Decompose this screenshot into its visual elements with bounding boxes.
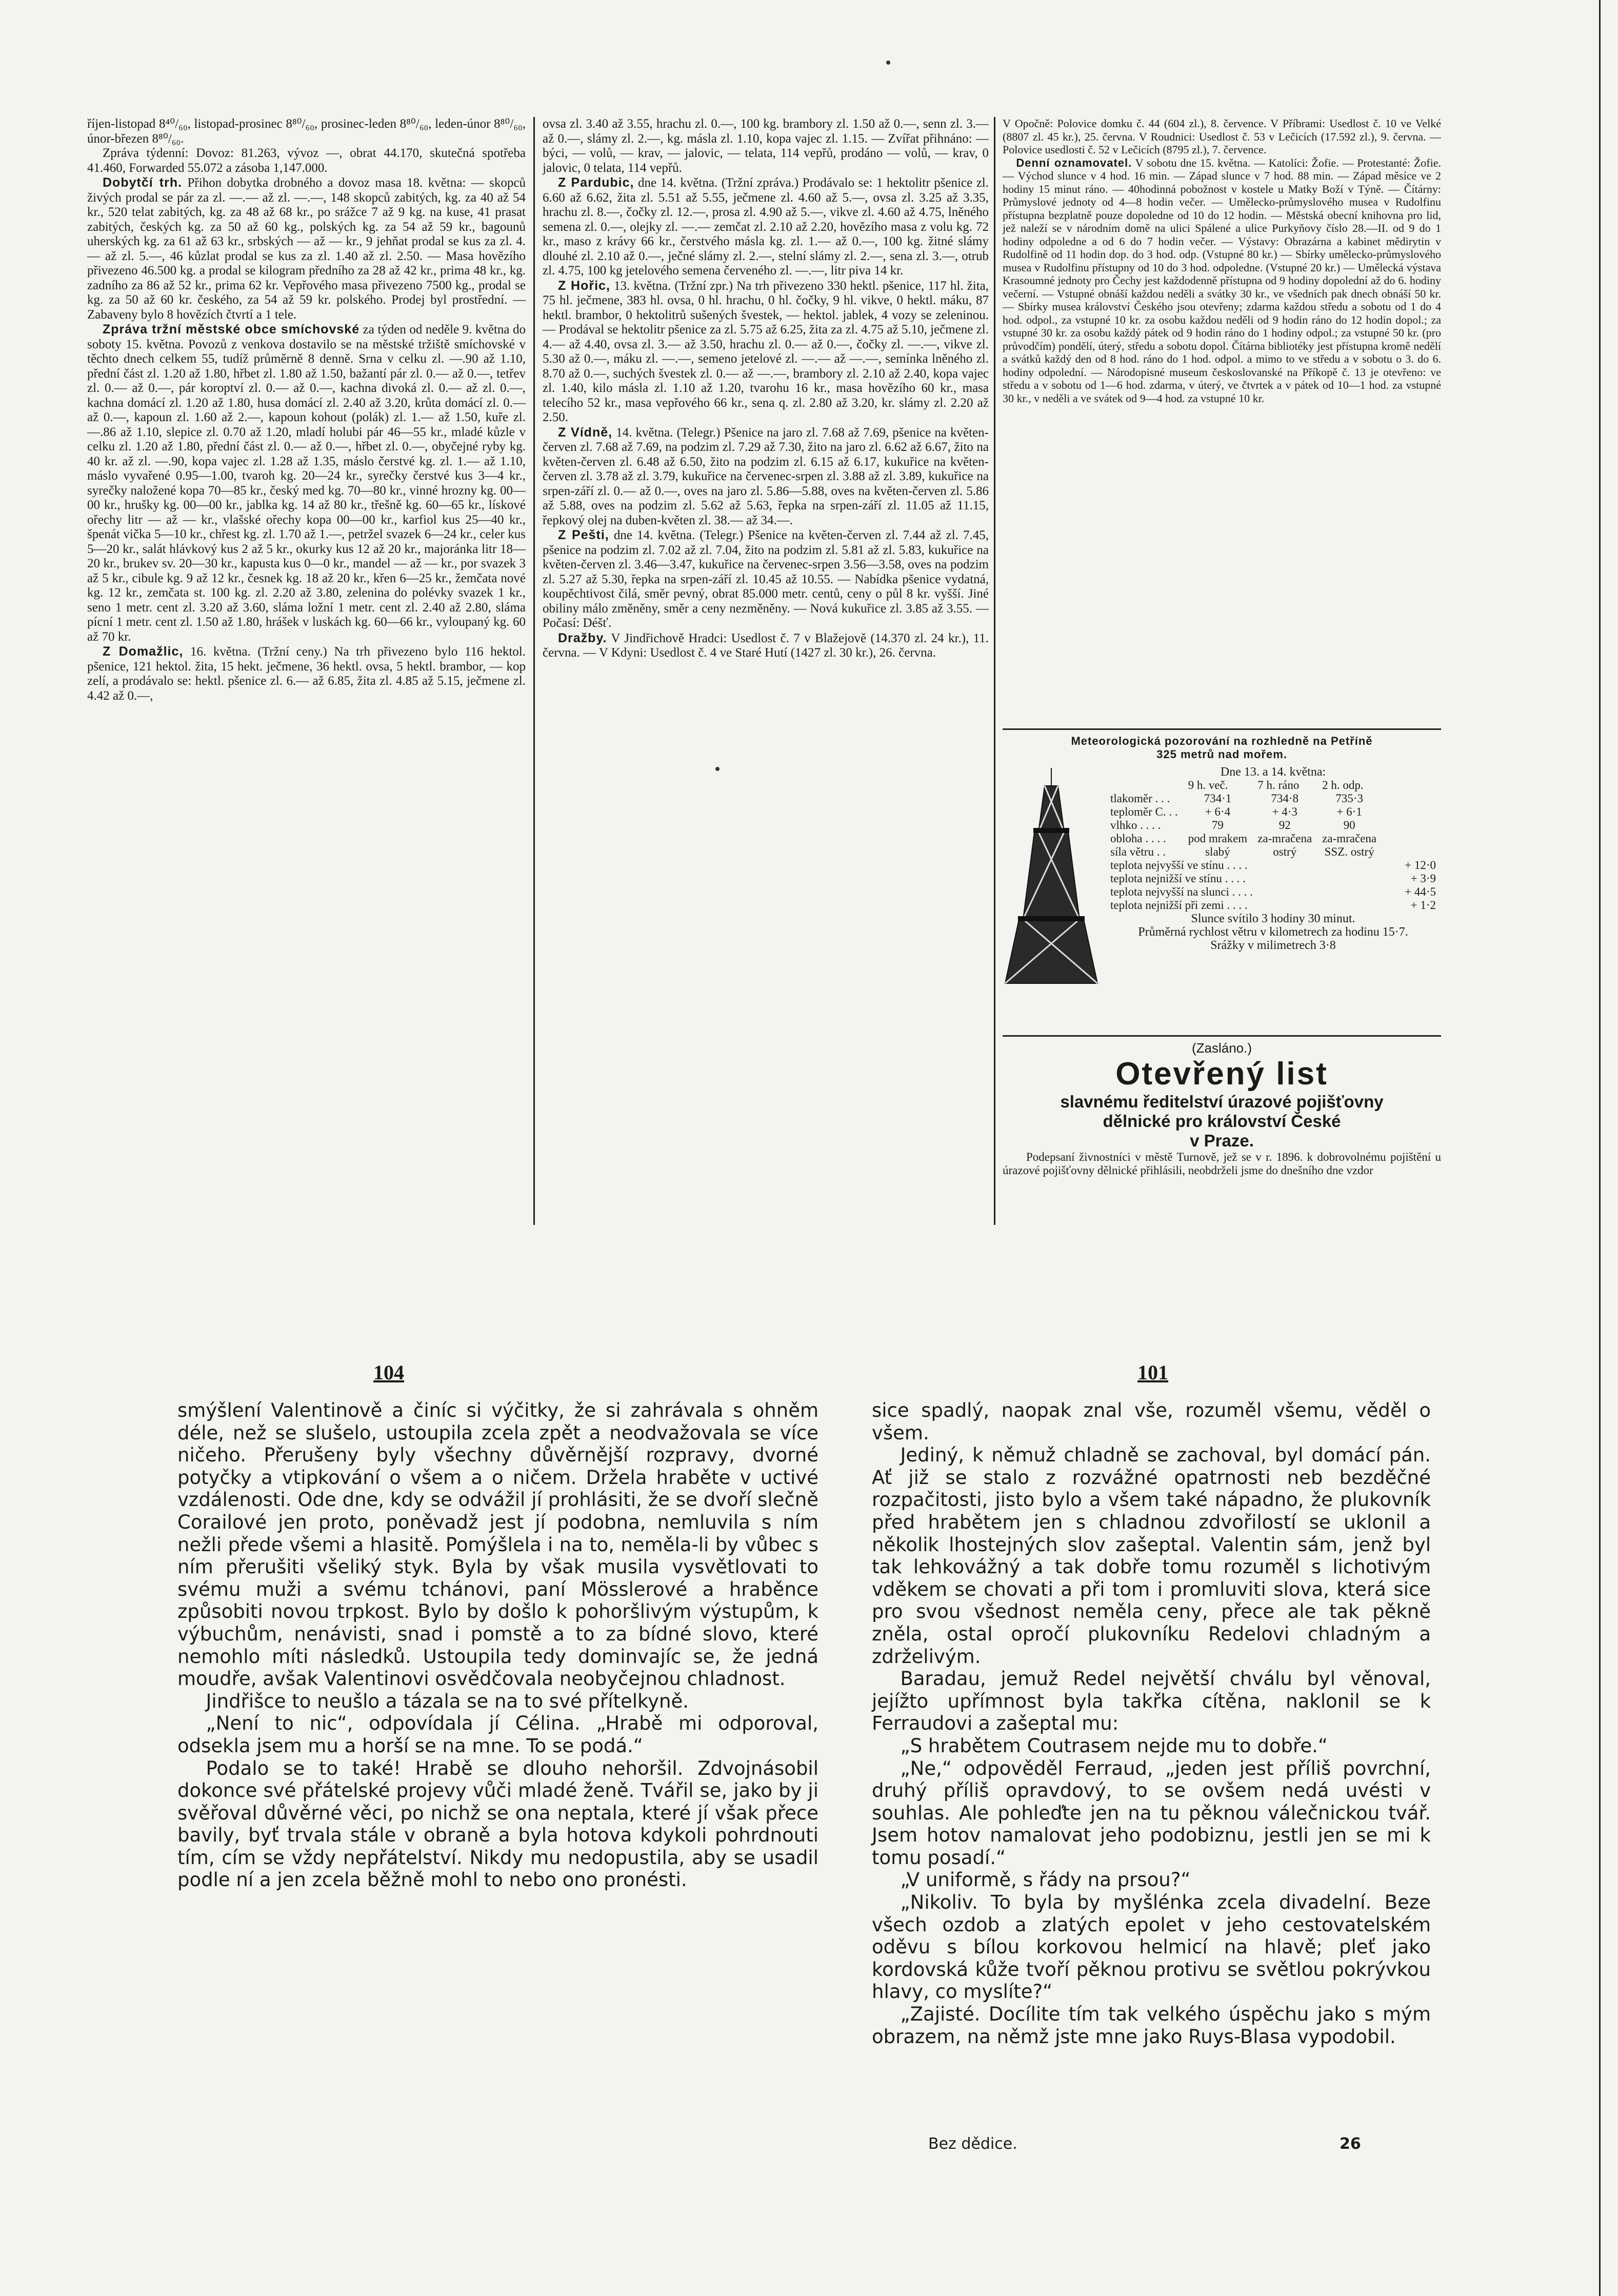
meteo-value: za-mračena <box>1257 832 1312 845</box>
upper-column-2 <box>543 117 989 661</box>
story-paragraph: „S hrabětem Coutrasem nejde mu to dobře.“ <box>900 1734 1328 1757</box>
column-paragraph <box>543 528 989 631</box>
meteo-extra-row <box>1105 899 1441 912</box>
meteo-title: Meteorologická pozorování na rozhledně na Petříně <box>1071 735 1373 747</box>
story-paragraph: „Nikoliv. To byla by myšlénka zcela divadelní. Beze všech ozdob a zlatých epolet v jeho cestovatelském oděvu s bílou korkovou helmicí na hlavě; pleť jako kordovská kůže tvoří pěknou protivu se světlou pokrývkou hlavy, co myslíte?“ <box>872 1891 1431 2003</box>
paragraph-text: Přihon dobytka drobného a dovoz masa 18. května: — skopců živých prodal se pár za zl. —.— až zl. —.—, 148 skopců zabitých, kg. za 40 až 54 kr., 520 telat zabitých, kg. za 48 až 68 kr., po srážce 7 až 9 kg. na kuse, 41 prasat zabitých, českých kg. za 50 až 60 kg., polských kg. za 54 až 59 kr., bagounů uherských kg. za 61 až 63 kr., srbských — až — kr., 9 jehňat prodal se kus za zl. 4.— až zl. 5.—, 46 kůzlat prodal se kus za zl. 1.40 až zl. 2.50. — Masa hovězího přivezeno 46.500 kg. a prodal se kilogram předního za 28 až 42 kr., prima 48 kr., kg. zadního za 86 až 52 kr., prima 62 kr. Vepřového masa přivezeno 7500 kg., prodal se kg. za 50 až 60 kr. českého, za 54 až 59 kr. polského. Prodej byl prostřední. — Zabaveny bylo 8 hovězích čtvrtí a 1 tele. <box>87 176 526 322</box>
column-paragraph <box>543 279 989 425</box>
notice-line: slavnému ředitelství úrazové pojišťovny <box>1060 1092 1384 1111</box>
meteo-row <box>1105 832 1382 845</box>
upper-column-1 <box>87 117 526 703</box>
meteo-extra-value: + 3·9 <box>1410 872 1436 885</box>
story-right-page <box>872 1399 1431 2048</box>
section-heading: Z Vídně, <box>558 425 613 440</box>
footer-title: Bez dědice. <box>928 2135 1017 2153</box>
story-paragraph: „Ne,“ odpověděl Ferraud, „jeden jest příliš povrchní, druhý příliš opravdový, to se ovšem nedá uvésti v souhlas. Ale pohleďte jen na tu pěknou válečnickou tvář. Jsem hotov namalovat jeho podobiznu, jestli jen se mi k tomu posadí.“ <box>872 1757 1431 1869</box>
meteo-value: + 4·3 <box>1272 805 1297 818</box>
meteo-extra-value: + 12·0 <box>1405 859 1436 872</box>
meteo-row <box>1105 792 1382 805</box>
column-paragraph <box>1003 117 1441 156</box>
meteo-row <box>1105 819 1382 832</box>
section-divider <box>1003 1035 1441 1037</box>
meteo-extra-row <box>1105 872 1441 885</box>
open-letter-notice <box>1003 1040 1441 1177</box>
meteo-row-label: tlakoměr . . . <box>1110 792 1170 805</box>
column-paragraph <box>543 175 989 279</box>
section-heading: Z Pešti, <box>558 528 609 542</box>
meteo-row <box>1105 845 1382 859</box>
paragraph-text: V Jindřichově Hradci: Usedlost č. 7 v Blažejově (14.370 zl. 24 kr.), 11. června. — V Kdyni: Usedlost č. 4 ve Staré Hutí (1427 zl. 30 kr.), 26. června. <box>543 631 989 660</box>
story-paragraph: sice spadlý, naopak znal vše, rozuměl všemu, věděl o všem. <box>872 1399 1431 1444</box>
upper-column-3 <box>1003 117 1441 405</box>
paragraph-text: V Opočně: Polovice domku č. 44 (604 zl.), 8. července. V Příbrami: Usedlost č. 10 ve Velké (8807 zl. 45 kr.), 25. června. V Roudnici: Usedlost č. 53 v Lečicích (17.592 zl.), 9. června. — Polovice usedlosti č. 52 v Lečicích (8795 zl.), 7. července. <box>1003 117 1441 156</box>
paragraph-text: V sobotu dne 15. května. — Katolíci: Žofie. — Protestanté: Žofie. — Východ slunce v 4 hod. 16 min. — Západ slunce v 7 hod. 88 min. — Západ měsíce ve 2 hodiny 15 minut ráno. — 40hodinná pobožnost v kostele u Matky Boží v Týně. — Čítárny: Průmyslové jednoty od 4—8 hodin večer. — Umělecko-průmyslového musea v Rudolfinu přístupna bezplatně pouze dopoledne od 10 do 12 hodin. — Městská obecní knihovna pro lid, jež naleží se v národním domě na ulici Spálené a ulice Purkyňovy číslo 28.—II. od 9 do 1 hodiny odpoledne a od 6 do 7 hodin večer. — Výstavy: Obrazárna a kabinet mědirytin v Rudolfině od 11 hodin dop. do 3 hod. odp. (Vstupné 80 kr.) — Sbírky umělecko-průmyslového musea v Rudolfinu přístupny od 10 do 3 hod. odpoledne. (Vstupné 20 kr.) — Umělecká výstava Krasoumné jednoty pro Čechy jest každodenně přístupna od 9 hodiny dopolední až do 6. hodiny večerní. — Vstupné obnáší každou neděli a svátky 30 kr., ve všedních pak dnech obnáší 50 kr. — Sbírky musea království Českého jsou otevřeny; zdarma každou středu a sobotu od 1 do 4 hod. odpol., za vstupné 10 kr. za osobu každou neděli od 9 hodin ráno do 12 hodin dopol.; za vstupné 30 kr. za osobu každý pátek od 9 hodin ráno do 1 hodiny odpol.; za vstupné 50 kr. (pro průvodčím) pondělí, úterý, středu a sobotu dopol. Čítárna bibliotéky jest přístupna kromě nedělí a svátků každý den od 8 hod. ráno do 1 hod. odpol. a mimo to ve středu a v sobotu o 3. do 6. hodiny odpolední. — Národopisné museum českoslovanské na Příkopě č. 13 je otevřeno: ve středu a v sobotu od 1—6 hod. zdarma, v úterý, ve čtvrtek a v pátek od 10—1 hod. za vstupné 30 kr., v neděli a ve svátek od 9—4 hod. za vstupné 10 kr. <box>1003 156 1442 405</box>
column-paragraph <box>543 631 989 661</box>
meteo-extra-label: teplota nejvyšší na slunci . . . . <box>1110 885 1253 898</box>
observation-tower-illustration <box>1003 765 1100 986</box>
meteo-value: ostrý <box>1273 845 1297 858</box>
meteo-extra-row <box>1105 859 1441 872</box>
section-heading: Dobytčí trh. <box>103 175 183 190</box>
paragraph-text: dne 14. května. (Tržní zpráva.) Prodávalo se: 1 hektolitr pšenice zl. 6.60 až 6.62, žita zl. 5.51 až 5.55, ječmene zl. 4.60 až 5.—, ovsa zl. 3.25 až 3.35, hrachu zl. 8.—, čočky zl. 12.—, prosa zl. 4.90 až 5.—, vikve zl. 4.60 až 4.75, lněného semena zl. 0.—, olejky zl. —.— zemčat zl. 2.10 až 2.20, hovězího masa z volu kg. 72 kr., maso z krávy 66 kr., čerstvého másla kg. zl. 1.— až 0.—, 100 kg. žitné slámy dlouhé zl. 2.10 až 0.—, ječné slámy zl. 2.—, stelní slámy zl. 2.—, sena zl. 3.—, otrub zl. 4.75, 100 kg jetelového semena červeného zl. —.—, litr piva 14 kr. <box>543 176 989 278</box>
paragraph-text: 13. května. (Tržní zpr.) Na trh přivezeno 330 hektl. pšenice, 117 hl. žita, 75 hl. ječmene, 383 hl. ovsa, 0 hl. hrachu, 0 hl. čočky, 9 hl. vikve, 0 hektl. máku, 87 hektl. brambor, 0 hektolitrů sušených švestek, — hektol. jablek, 4 vozy se zeleninou. — Prodával se hektolitr pšenice za zl. 5.75 až 6.25, žita za zl. 4.75 až 5.10, ječmene zl. 4.— až 4.40, ovsa zl. 3.— až 3.50, hrachu zl. 0.— až 0.—, čočky zl. —.—, vikve zl. 5.30 až 0.—, máku zl. —.—, semeno jetelové zl. —.— až —.—, semínka lněného zl. 8.70 až 0.—, suchých švestek zl. 0.— až —.—, brambory zl. 2.10 až 2.40, kopa vajec zl. 1.40, kilo másla zl. 1.10 až 1.20, tvarohu 16 kr., masa hovězího 60 kr., masa telecího 52 kr., masa vepřového 66 kr., sena q. zl. 2.80 až 3.20, kr. slámy zl. 2.20 až 2.50. <box>543 279 989 424</box>
col-head: 9 h. več. <box>1188 779 1228 791</box>
meteo-value: + 6·1 <box>1336 805 1362 818</box>
meteo-extra-row <box>1105 885 1441 899</box>
paragraph-text: ovsa zl. 3.40 až 3.55, hrachu zl. 0.—, 100 kg. brambory zl. 1.50 až 0.—, senn zl. 3.— až 0.—, slámy zl. 2.—, kg. másla zl. 1.10, kopa vajec zl. 1.15. — Zvířat přihnáno: — býci, — volů, — krav, — jalovic, — telata, 114 vepřů, prodáno — volů, — krav, 0 jalovic, 0 telata, 114 vepřů. <box>543 117 989 175</box>
story-left-page <box>177 1399 818 1891</box>
section-heading: Z Pardubic, <box>558 175 634 190</box>
meteo-value: 735·3 <box>1335 792 1363 805</box>
notice-body: Podepsaní živnostníci v městě Turnově, jež se v r. 1896. k dobrovolnému pojištění u úrazové pojišťovny dělnické přihlásili, neobdrželi jsme do dnešního dne vzdor <box>1003 1151 1441 1177</box>
meteo-row-label: obloha . . . . <box>1110 832 1166 845</box>
paragraph-text: 16. května. (Tržní ceny.) Na trh přivezeno bylo 116 hektol. pšenice, 121 hektol. žita, 15 hekt. ječmene, 36 hektl. ovsa, 5 hektl. brambor, — kop zelí, a prodávalo se: hektl. pšenice zl. 6.— až 6.85, žita zl. 4.85 až 5.15, ječmene zl. 4.42 až 0.—, <box>87 645 526 703</box>
meteo-row <box>1105 805 1382 819</box>
section-heading: Z Hořic, <box>558 278 610 293</box>
column-paragraph <box>87 322 526 644</box>
column-paragraph <box>543 117 989 175</box>
meteo-extra-label: teplota nejvyšší ve stínu . . . . <box>1110 859 1248 872</box>
meteo-row-label: síla větru . . <box>1110 845 1166 858</box>
meteo-value: 734·1 <box>1204 792 1232 805</box>
meteo-sun: Slunce svítilo 3 hodiny 30 minut. <box>1191 912 1355 925</box>
story-paragraph: Jindřišce to neušlo a tázala se na to své přítelkyně. <box>206 1690 689 1712</box>
speck <box>886 61 890 65</box>
section-heading: Dražby. <box>558 630 607 645</box>
meteo-row-label: teploměr C. . . <box>1110 805 1178 818</box>
meteo-value: 92 <box>1279 819 1291 832</box>
story-paragraph: smýšlení Valentinově a činíc si výčitky, že si zahrávala s ohněm déle, než se slušelo, ustoupila zcela zpět a neodvažovala se více ničeho. Přerušeny byly všechny důvěrnější rozpravy, dvorné potyčky a vtipkování o všem a o ničem. Držela hraběte v uctivé vzdálenosti. Ode dne, kdy se odvážil jí prohlásiti, že se dvoří slečně Corailové jen proto, poněvadž jest jí podobna, nemluvila s ním nežli přede všemi a hlasitě. Pomýšlela i na to, neměla-li by vůbec s ním přerušiti všeliký styk. Byla by však musila vysvětlovati to svému muži a svému tchánovi, paní Mösslerové a hraběnce způsobiti novou trpkost. Bylo by došlo k pohoršlivým výstupům, k výbuchům, nenávisti, snad i pomstě a to za bídné slovo, které nemohlo míti následků. Ustoupila tedy dominvajíc se, že jedná moudře, avšak Valentinovi osvědčovala neobyčejnou chladnost. <box>177 1399 818 1690</box>
column-paragraph <box>87 175 526 322</box>
page-edge-rule <box>1599 0 1601 2296</box>
column-rule <box>994 117 995 1225</box>
paragraph-text: dne 14. května. (Telegr.) Pšenice na květen-červen zl. 7.44 až zl. 7.45, pšenice na podzim zl. 7.02 až zl. 7.04, žito na podzim zl. 5.81 až zl. 5.83, kukuřice na květen-červen zl. 3.46—3.47, kukuřice na červenec-srpen 3.56—3.58, oves na podzim zl. 5.27 až 5.30, řepka na srpen-září zl. 10.45 až 10.55. — Nabídka pšenice vydatná, koupěchtivost čilá, směr pevný, obrat 85.000 metr. centů, ceny o půl 8 kr. vyšší. Jiné obiliny málo změněny, směr a ceny nezměněny. — Nová kukuřice zl. 3.85 až 3.55. — Počasí: Déšť. <box>543 528 989 630</box>
meteo-value: za-mračena <box>1322 832 1377 845</box>
notice-label: (Zasláno.) <box>1191 1040 1252 1056</box>
story-paragraph: Podalo se to také! Hrabě se dlouho nehoršil. Zdvojnásobil dokonce své přátelské projevy vůči mladé ženě. Tvářil se, jako by ji svěřoval důvěrné věci, po nichž se ona neptala, které jí však přece bavily, byť trvala stále v obraně a byla hotova kdykoli pohrdnouti tím, cím se vždy nepřátelství. Nikdy mu nedopustila, aby se usadil podle ní a jen zcela běžně mohl to nebo ono pronésti. <box>177 1757 818 1891</box>
story-paragraph: Baradau, jemuž Redel největší chválu byl věnoval, jejížto upřímnost byla takřka cítěna, naklonil se k Ferraudovi a zašeptal mu: <box>872 1668 1431 1735</box>
column-rule <box>533 117 535 1225</box>
story-paragraph: „V uniformě, s řády na prsou?“ <box>900 1869 1191 1891</box>
meteo-table <box>1105 779 1382 859</box>
section-heading: Z Domažlic, <box>103 644 184 659</box>
meteo-value: 734·8 <box>1271 792 1299 805</box>
notice-line: dělnické pro království České <box>1103 1112 1341 1131</box>
meteo-dates: Dne 13. a 14. května: <box>1220 765 1326 779</box>
meteo-extra-value: + 44·5 <box>1405 885 1436 898</box>
column-paragraph <box>1003 156 1441 405</box>
meteo-value: slabý <box>1205 845 1230 858</box>
section-heading: Zpráva tržní městské obce smíchovské <box>103 322 360 337</box>
meteo-subtitle: 325 metrů nad mořem. <box>1156 748 1287 761</box>
meteo-value: 90 <box>1343 819 1355 832</box>
meteo-rain: Srážky v milimetrech 3·8 <box>1210 939 1336 952</box>
meteo-value: SSZ. ostrý <box>1324 845 1374 858</box>
column-paragraph <box>87 644 526 703</box>
paragraph-text: říjen-listopad 8⁴⁰/₆₀, listopad-prosinec 8⁸⁰/₆₀, prosinec-leden 8⁸⁰/₆₀, leden-únor 8⁸⁰/₆₀, únor-březen 8⁸⁰/₆₀. <box>87 117 526 146</box>
page-number-left: 104 <box>373 1361 404 1384</box>
notice-line: v Praze. <box>1190 1131 1254 1150</box>
meteo-value: + 6·4 <box>1205 805 1231 818</box>
column-paragraph <box>543 425 989 528</box>
meteo-extra-value: + 1·2 <box>1410 899 1436 912</box>
paragraph-text: Zpráva týdenní: Dovoz: 81.263, vývoz —, obrat 44.170, skutečná spotřeba 41.460, Forwarded 55.072 a zásoba 1,147.000. <box>87 146 526 175</box>
story-paragraph: „Zajisté. Docílite tím tak velkého úspěchu jako s mým obrazem, na němž jste mne jako Ruys-Blasa vypodobil. <box>872 2003 1431 2048</box>
meteo-row-label: vlhko . . . . <box>1110 819 1161 832</box>
footer-page: 26 <box>1340 2135 1361 2153</box>
meteo-value: 79 <box>1211 819 1224 832</box>
column-paragraph <box>87 146 526 175</box>
story-paragraph: „Není to nic“, odpovídala jí Célina. „Hrabě mi odporoval, odsekla jsem mu a horší se na mne. To se podá.“ <box>177 1712 818 1757</box>
col-head: 7 h. ráno <box>1257 779 1300 791</box>
meteo-extra-table <box>1105 859 1441 912</box>
speck <box>715 767 720 771</box>
col-head: 2 h. odp. <box>1322 779 1364 791</box>
paragraph-text: 14. května. (Telegr.) Pšenice na jaro zl. 7.68 až 7.69, pšenice na květen-červen zl. 7.68 až 7.69, na podzim zl. 7.29 až 7.30, žito na jaro zl. 6.62 až 6.67, žito na květen-červen zl. 6.48 až 6.50, žito na podzim zl. 6.15 až 6.17, kukuřice na květen-červen zl. 3.78 až zl. 3.79, kukuřice na červenec-srpen zl. 3.88 až zl. 3.89, kukuřice na srpen-září zl. 0.— až 0.—, oves na jaro zl. 5.86—5.88, oves na květen-červen zl. 5.86 až 5.88, oves na podzim zl. 5.62 až 5.63, řepka na srpen-září zl. 11.05 až 11.15, řepkový olej na duben-květen zl. 38.— až 34.—. <box>543 425 989 527</box>
section-divider <box>1003 728 1441 730</box>
column-paragraph <box>87 117 526 146</box>
paragraph-text: za týden od neděle 9. května do soboty 15. května. Povozů z venkova dostavilo se na městské tržiště smíchovské v těchto dnech celkem 55, tudíž průměrně 8 denně. Srna v celku zl. —.90 až 1.10, přední část zl. 1.20 až 1.80, hřbet zl. 1.80 až 1.50, bažantí pár zl. 0.— až 0.—, tetřev zl. 0.— až 0.—, pár koroptví zl. 0.— až 0.—, kachna divoká zl. 0.— až zl. 0.—, kachna domácí zl. 1.20 až 1.80, husa domácí zl. 2.40 až 3.20, krůta domácí zl. 0.— až 0.—, kapoun zl. 1.60 až 2.—, kapoun kohout (polák) zl. 1.— až 1.50, kuře zl. —.86 až 1.10, slepice zl. 0.70 až 1.20, mladí holubi pár 46—55 kr., mladé kůzle v celku zl. 1.20 až 1.80, přední část zl. 0.— až 0.—, hřbet zl. 0.—, obyčejné ryby kg. 40 kr. až zl. —.90, kopa vajec zl. 1.28 až 1.35, máslo čerstvé kg. zl. 1.— až 1.10, máslo vyvařené 0.95—1.00, tvaroh kg. 20—24 kr., syrečky čerstvé kus 3—4 kr., syrečky naložené kopa 70—85 kr., český med kg. 70—80 kr., vinné hrozny kg. 00—00 kr., hrušky kg. 00—00 kr., jablka kg. 14 až 80 kr., třešně kg. 60—65 kr., lískové ořechy litr — až — kr., vlašské ořechy kopa 00—00 kr., karfiol kus 25—40 kr., špenát vička 5—10 kr., chřest kg. zl. 1.70 až 1.—, petržel svazek 6—24 kr., celer kus 5—20 kr., salát hlávkový kus 2 až 5 kr., okurky kus 12 až 20 kr., majoránka litr 18—20 kr., brukev sv. 20—30 kr., kapusta kus 0—0 kr., mandel — až — kr., por svazek 3 až 5 kr., cibule kg. 9 až 12 kr., česnek kg. 18 až 20 kr., křen 6—25 kr., žemčata nové kg. 12 kr., zemčata st. 100 kg. zl. 2.20 až 3.80, zelenina do polévky svazek 1 kr., seno 1 metr. cent zl. 3.20 až 3.60, sláma ložní 1 metr. cent zl. 2.40 až 2.80, sláma pícní 1 metr. cent zl. 1.50 až 1.80, hrášek v luskách kg. 60—66 kr., vyloupaný kg. 60 až 70 kr. <box>87 323 526 644</box>
notice-title: Otevřený list <box>1115 1056 1328 1092</box>
meteo-wind: Průměrná rychlost větru v kilometrech za hodinu 15·7. <box>1138 925 1408 939</box>
meteo-extra-label: teplota nejnižší při zemi . . . . <box>1110 899 1248 912</box>
meteorology-box <box>1003 735 1441 986</box>
meteo-value: pod mrakem <box>1188 832 1248 845</box>
story-paragraph: Jediný, k němuž chladně se zachoval, byl domácí pán. Ať již se stalo z rozvážné opatrnosti neb bezděčné rozpačitosti, jisto bylo a všem také nápadno, že plukovník před hrabětem jen s chladnou zdvořilostí se uklonil a několik lhostejných slov zašeptal. Valentin sám, jenž byl tak lehkovážný a tak dobře tomu rozuměl s lichotivým vděkem se chovati a při tom i promluviti slova, která sice pro svou všednost neměla ceny, přece ale tak pěkně zněla, ostal opročí plukovníku Redelovi chladným a zdrželivým. <box>872 1444 1431 1668</box>
meteo-extra-label: teplota nejnižší ve stínu . . . . <box>1110 872 1246 885</box>
page-number-right: 101 <box>1137 1361 1168 1384</box>
section-heading: Denní oznamovatel. <box>1016 156 1132 169</box>
